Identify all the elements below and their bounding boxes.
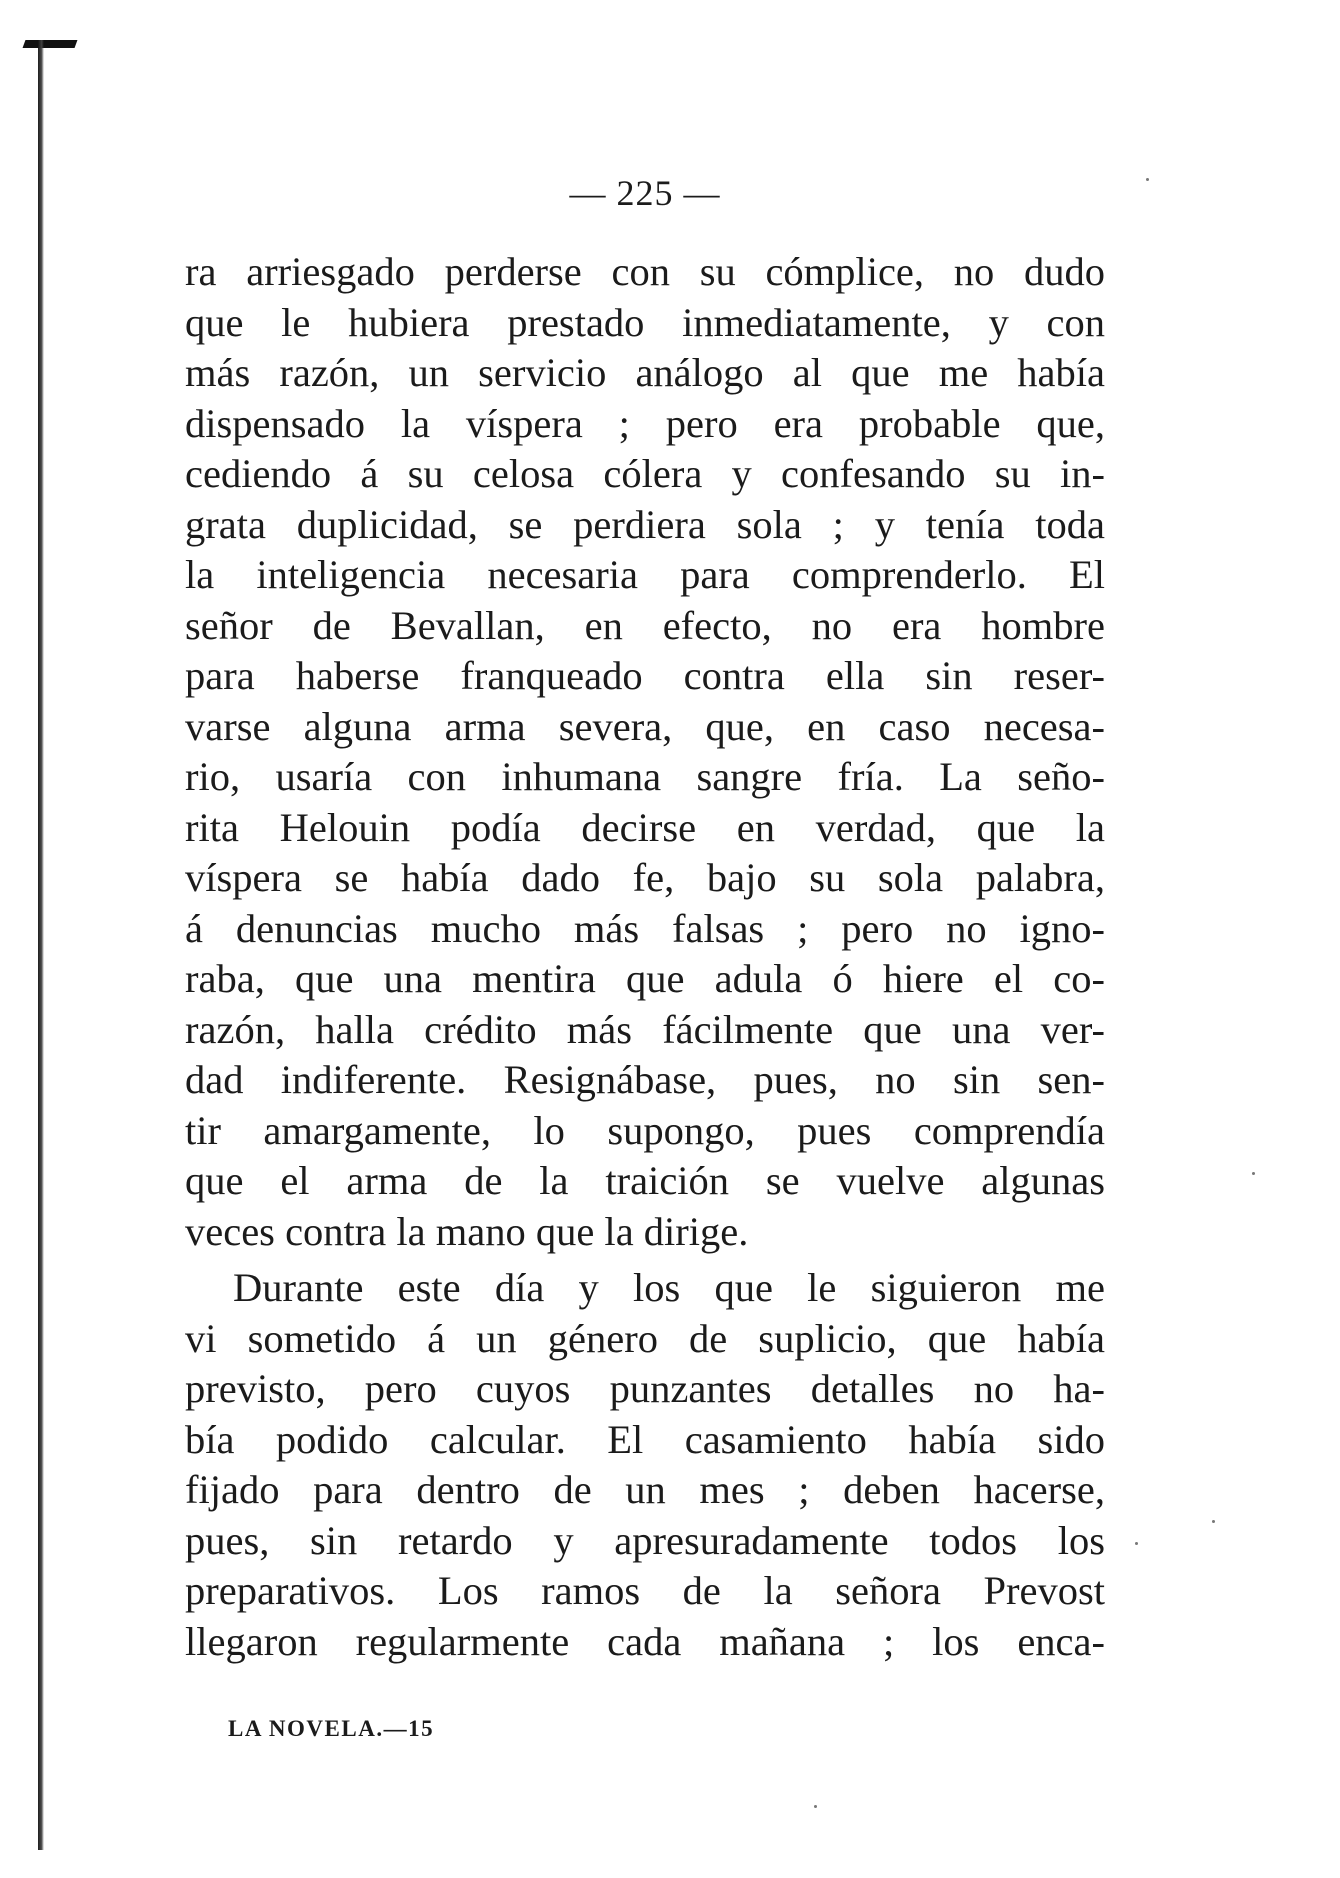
text-line: víspera se había dado fe, bajo su sola palabra, [185, 855, 1105, 900]
text-line: rita Helouin podía decirse en verdad, que la [185, 804, 1105, 850]
text-line: llegaron regularmente cada mañana ; los enca- [185, 1618, 1105, 1664]
text-line: á denuncias mucho más falsas ; pero no igno- [185, 905, 1105, 951]
text-line: tir amargamente, lo supongo, pues comprendía [185, 1107, 1105, 1153]
paragraph-2 [185, 1263, 1105, 1667]
text-line: que le hubiera prestado inmediatamente, y con [185, 299, 1105, 345]
text-line: vi sometido á un género de suplicio, que había [185, 1315, 1105, 1361]
paper-speck [1252, 1172, 1255, 1175]
text-line: más razón, un servicio análogo al que me había [185, 350, 1105, 395]
binding-edge-top [23, 40, 78, 48]
text-line: veces contra la mano que la dirige. [185, 1208, 749, 1254]
text-line: bía podido calcular. El casamiento había sido [185, 1416, 1105, 1462]
text-line: señor de Bevallan, en efecto, no era hombre [185, 602, 1105, 648]
text-line: varse alguna arma severa, que, en caso necesa- [185, 703, 1105, 749]
text-line: previsto, pero cuyos punzantes detalles no ha- [185, 1366, 1105, 1411]
text-line: que el arma de la traición se vuelve algunas [185, 1158, 1105, 1203]
text-line: Durante este día y los que le siguieron me [233, 1265, 1105, 1310]
text-line: cediendo á su celosa cólera y confesando su in- [185, 451, 1105, 496]
text-line: raba, que una mentira que adula ó hiere el co- [185, 956, 1105, 1001]
text-line: fijado para dentro de un mes ; deben hacerse, [185, 1467, 1105, 1512]
paper-speck [814, 1805, 817, 1808]
text-line: grata duplicidad, se perdiera sola ; y tenía toda [185, 501, 1105, 547]
text-line: rio, usaría con inhumana sangre fría. La seño- [185, 754, 1105, 799]
page-number: — 225 — [569, 173, 721, 213]
paper-speck [1146, 178, 1149, 181]
paragraph-1 [185, 247, 1105, 1257]
text-line: para haberse franqueado contra ella sin reser- [185, 653, 1105, 698]
text-line: pues, sin retardo y apresuradamente todos los [185, 1517, 1105, 1563]
paper-speck [1135, 1542, 1138, 1545]
printer-signature: LA NOVELA.—15 [228, 1716, 435, 1741]
text-line: dispensado la víspera ; pero era probable que, [185, 400, 1105, 446]
paper-speck [1212, 1520, 1215, 1523]
text-line: ra arriesgado perderse con su cómplice, no dudo [185, 249, 1105, 294]
text-line: la inteligencia necesaria para comprenderlo. El [185, 552, 1105, 597]
body-text [185, 247, 1105, 1667]
binding-edge [38, 40, 44, 1850]
text-line: dad indiferente. Resignábase, pues, no sin sen- [185, 1057, 1105, 1102]
text-line: preparativos. Los ramos de la señora Prevost [185, 1568, 1105, 1613]
text-line: razón, halla crédito más fácilmente que una ver- [185, 1006, 1105, 1052]
